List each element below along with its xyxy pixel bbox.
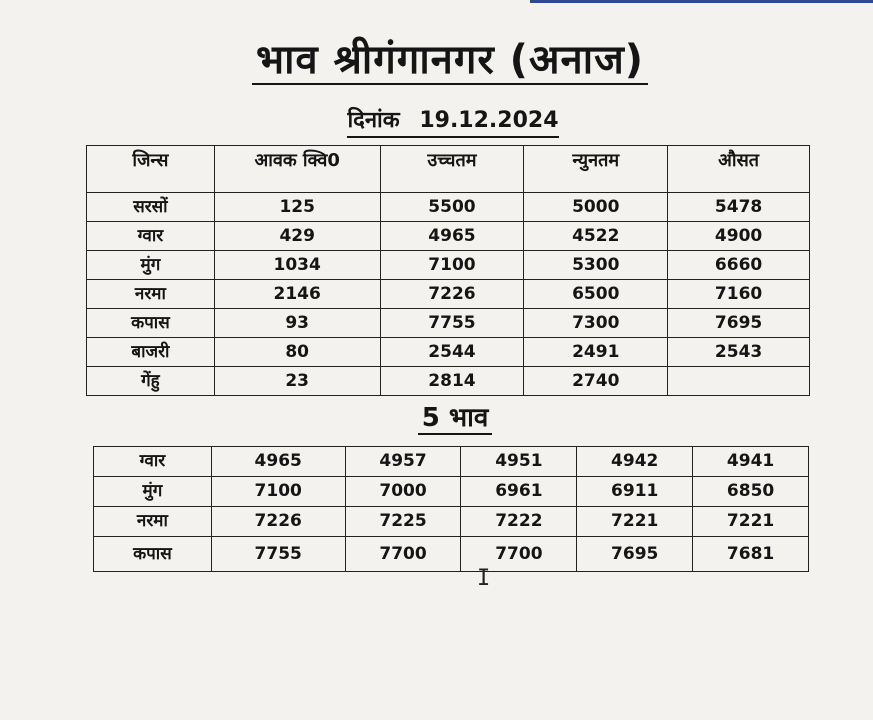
rate-cell: 7700 (461, 537, 577, 572)
commodity-cell: गेंहु (87, 367, 215, 396)
commodity-cell: ग्वार (87, 222, 215, 251)
rate-cell: 7100 (211, 477, 345, 507)
arrival-cell: 125 (214, 193, 380, 222)
rate-cell: 7755 (211, 537, 345, 572)
rate-cell: 7700 (345, 537, 461, 572)
table-row (87, 251, 810, 280)
average-cell (668, 367, 810, 396)
arrival-cell: 23 (214, 367, 380, 396)
rate-cell: 7221 (577, 507, 693, 537)
rates-table (86, 145, 810, 396)
max-cell: 2814 (380, 367, 524, 396)
max-cell: 4965 (380, 222, 524, 251)
five-rates-title-text: 5 भाव (418, 403, 493, 435)
min-cell: 5000 (524, 193, 668, 222)
top-edge-bar (530, 0, 873, 3)
average-cell: 5478 (668, 193, 810, 222)
rate-cell: 6850 (693, 477, 809, 507)
min-cell: 4522 (524, 222, 668, 251)
page-title (0, 30, 873, 85)
arrival-cell: 429 (214, 222, 380, 251)
max-cell: 5500 (380, 193, 524, 222)
rate-cell: 6961 (461, 477, 577, 507)
rate-cell: 7221 (693, 507, 809, 537)
average-cell: 6660 (668, 251, 810, 280)
table-row (87, 338, 810, 367)
header-max: उच्चतम (380, 146, 524, 193)
commodity-cell: नरमा (87, 280, 215, 309)
table-row (87, 309, 810, 338)
rate-cell: 6911 (577, 477, 693, 507)
table-row (87, 280, 810, 309)
commodity-cell: ग्वार (94, 447, 212, 477)
commodity-cell: कपास (94, 537, 212, 572)
page-title-text: भाव श्रीगंगानगर (अनाज) (252, 37, 648, 85)
commodity-cell: मुंग (87, 251, 215, 280)
header-average: औसत (668, 146, 810, 193)
commodity-cell: नरमा (94, 507, 212, 537)
date-value: 19.12.2024 (419, 108, 559, 133)
rate-cell: 4965 (211, 447, 345, 477)
header-commodity: जिन्स (87, 146, 215, 193)
rate-cell: 4941 (693, 447, 809, 477)
min-cell: 7300 (524, 309, 668, 338)
table-row (94, 447, 809, 477)
table-row (87, 222, 810, 251)
max-cell: 7100 (380, 251, 524, 280)
min-cell: 2740 (524, 367, 668, 396)
average-cell: 2543 (668, 338, 810, 367)
five-rates-table (93, 446, 809, 572)
table-row (94, 507, 809, 537)
max-cell: 7226 (380, 280, 524, 309)
text-cursor-icon: I (477, 566, 491, 591)
max-cell: 7755 (380, 309, 524, 338)
five-rates-title (400, 398, 510, 434)
commodity-cell: सरसों (87, 193, 215, 222)
table-row (94, 477, 809, 507)
average-cell: 4900 (668, 222, 810, 251)
table-row (87, 193, 810, 222)
average-cell: 7160 (668, 280, 810, 309)
commodity-cell: मुंग (94, 477, 212, 507)
rate-cell: 7225 (345, 507, 461, 537)
max-cell: 2544 (380, 338, 524, 367)
arrival-cell: 93 (214, 309, 380, 338)
header-min: न्युनतम (524, 146, 668, 193)
table-row (87, 367, 810, 396)
rate-cell: 7222 (461, 507, 577, 537)
commodity-cell: कपास (87, 309, 215, 338)
rate-cell: 7226 (211, 507, 345, 537)
table-row (94, 537, 809, 572)
rate-cell: 7681 (693, 537, 809, 572)
rate-cell: 7000 (345, 477, 461, 507)
min-cell: 6500 (524, 280, 668, 309)
date-line (300, 104, 606, 134)
min-cell: 2491 (524, 338, 668, 367)
rates-table-header (87, 146, 810, 193)
commodity-cell: बाजरी (87, 338, 215, 367)
arrival-cell: 80 (214, 338, 380, 367)
rate-cell: 4942 (577, 447, 693, 477)
rate-cell: 7695 (577, 537, 693, 572)
header-arrival: आवक क्वि0 (214, 146, 380, 193)
min-cell: 5300 (524, 251, 668, 280)
arrival-cell: 2146 (214, 280, 380, 309)
date-label: दिनांक (347, 108, 400, 133)
date-underline (347, 108, 558, 138)
average-cell: 7695 (668, 309, 810, 338)
arrival-cell: 1034 (214, 251, 380, 280)
rate-cell: 4957 (345, 447, 461, 477)
rate-cell: 4951 (461, 447, 577, 477)
